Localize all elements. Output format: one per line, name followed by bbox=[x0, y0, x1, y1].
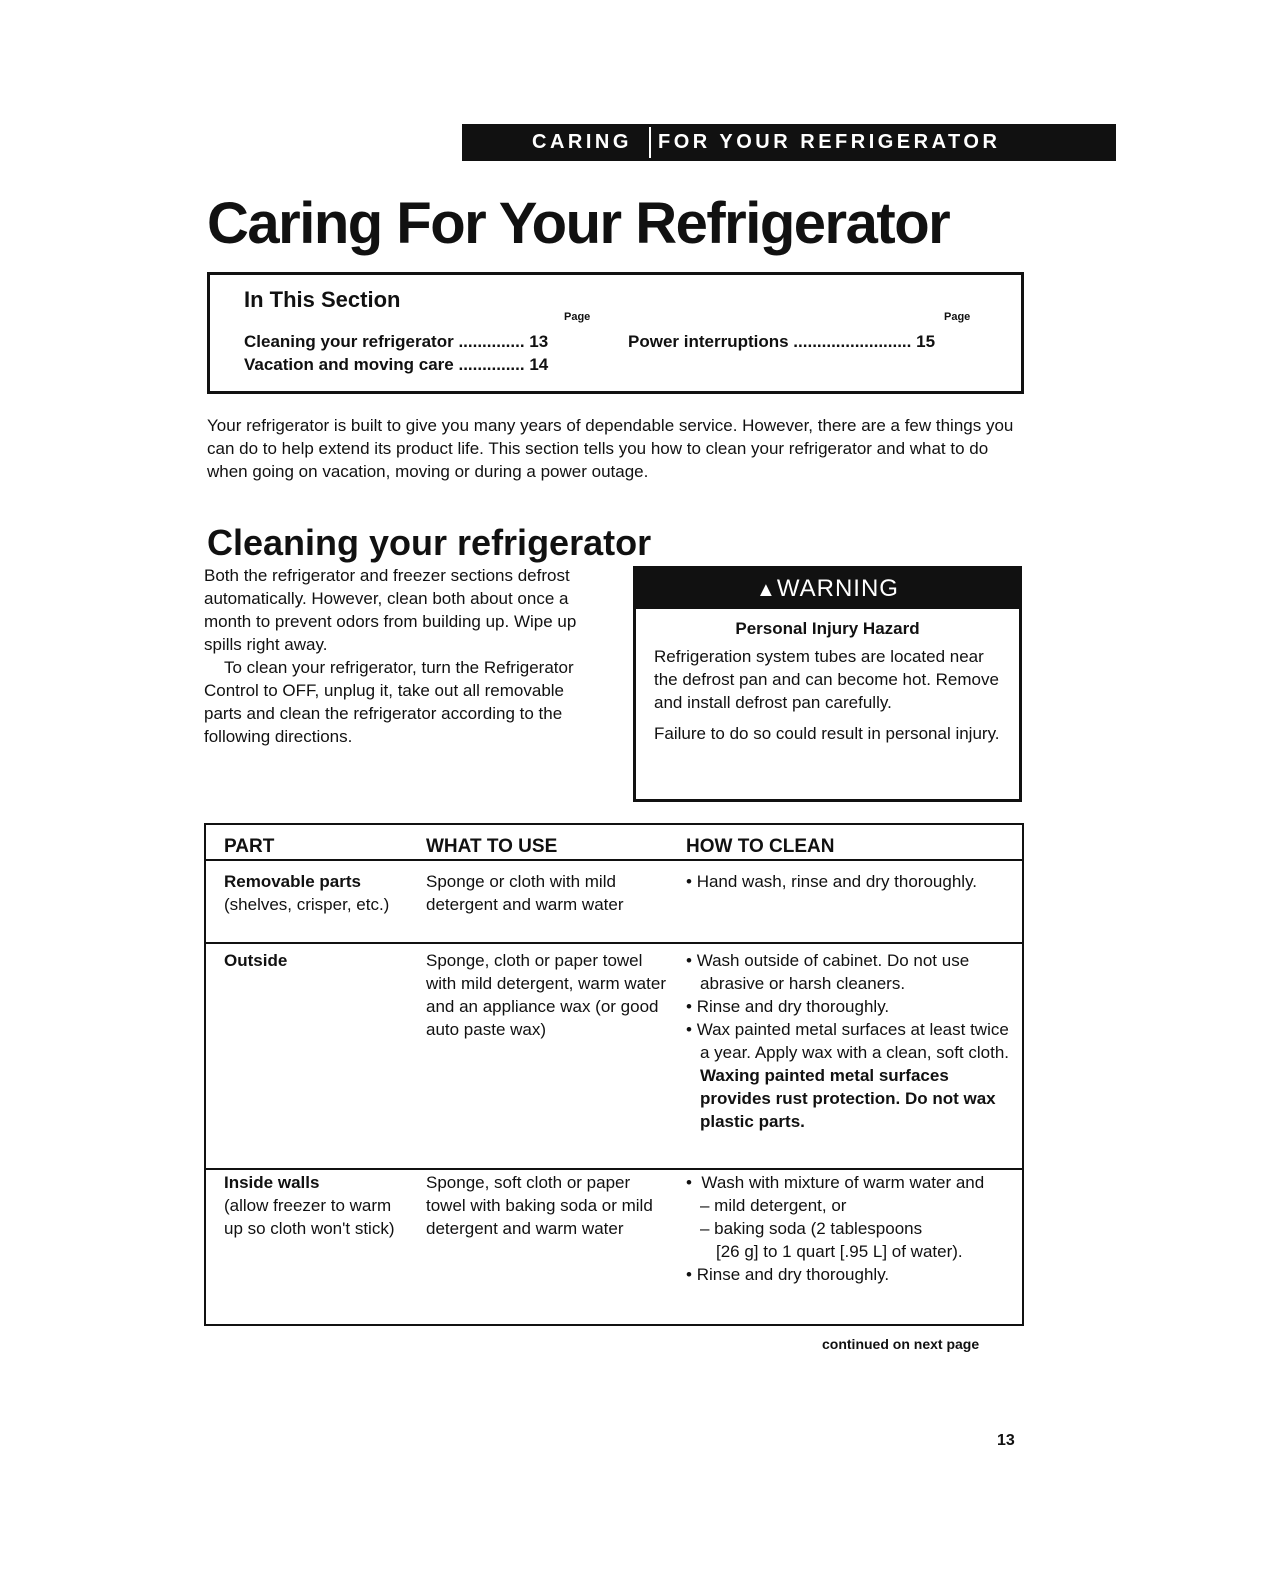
what-to-use-cell: Sponge or cloth with mild detergent and warm water bbox=[426, 872, 624, 914]
part-name: Outside bbox=[224, 951, 288, 970]
part-note: (allow freezer to warm up so cloth won't stick) bbox=[224, 1196, 395, 1238]
toc-entry-vacation[interactable]: Vacation and moving care .............. 14 bbox=[244, 355, 549, 374]
column-header-how-to-clean: HOW TO CLEAN bbox=[686, 836, 835, 857]
toc-entry-label: Power interruptions bbox=[628, 332, 789, 351]
toc-entry-page: 13 bbox=[529, 332, 549, 351]
toc-entry-page: 14 bbox=[529, 355, 549, 374]
row-rule bbox=[206, 1168, 1022, 1170]
what-to-use-cell: Sponge, cloth or paper towel with mild detergent, warm water and an appliance wax (or good auto paste wax) bbox=[426, 951, 666, 1039]
banner-caring: CARING bbox=[532, 131, 632, 153]
wax-note-bold: Waxing painted metal surfaces provides rust protection. Do not wax plastic parts. bbox=[700, 1066, 996, 1131]
part-cell bbox=[224, 1171, 409, 1240]
warning-triangle-icon: ▲ bbox=[756, 579, 777, 601]
toc-entry-cleaning[interactable]: Cleaning your refrigerator .............. 13 bbox=[244, 332, 549, 351]
column-header-what-to-use: WHAT TO USE bbox=[426, 836, 558, 857]
clean-step-intro: Wash with mixture of warm water and bbox=[701, 1173, 985, 1192]
part-name: Inside walls bbox=[224, 1173, 320, 1192]
clean-option: – baking soda (2 tablespoons bbox=[700, 1219, 923, 1238]
warning-label: WARNING bbox=[776, 575, 899, 602]
toc-entry-page: 15 bbox=[916, 332, 936, 351]
clean-step bbox=[686, 1018, 1021, 1133]
toc-entry-label: Vacation and moving care bbox=[244, 355, 454, 374]
warning-text-1: Refrigeration system tubes are located near the defrost pan and can become hot. Remove and install defrost pan carefully. bbox=[654, 647, 999, 712]
part-note: (shelves, crisper, etc.) bbox=[224, 895, 390, 914]
page-title: Caring For Your Refrigerator bbox=[207, 191, 950, 256]
warning-box bbox=[633, 566, 1022, 802]
clean-step: • Rinse and dry thoroughly. bbox=[686, 1263, 1021, 1286]
cleaning-body-text bbox=[204, 564, 602, 748]
how-to-clean-cell bbox=[686, 870, 1021, 893]
clean-step: • Wash outside of cabinet. Do not use abrasive or harsh cleaners. bbox=[686, 949, 1021, 995]
warning-text bbox=[654, 645, 1009, 753]
toc-entry-label: Cleaning your refrigerator bbox=[244, 332, 454, 351]
column-header-part: PART bbox=[224, 836, 275, 857]
part-name: Removable parts bbox=[224, 872, 361, 891]
clean-option-continued: [26 g] to 1 quart [.95 L] of water). bbox=[716, 1242, 963, 1261]
row-rule bbox=[206, 942, 1022, 944]
part-cell bbox=[224, 949, 409, 972]
continued-note: continued on next page bbox=[822, 1336, 980, 1352]
in-this-section-box bbox=[207, 272, 1024, 394]
body-paragraph-1: Both the refrigerator and freezer sections defrost automatically. However, clean both about once a month to prevent odors from building up. Wipe up spills right away. bbox=[204, 566, 577, 654]
section-heading: Cleaning your refrigerator bbox=[207, 522, 652, 563]
banner-divider bbox=[649, 127, 651, 158]
clean-step: • Rinse and dry thoroughly. bbox=[686, 995, 1021, 1018]
what-to-use-cell: Sponge, soft cloth or paper towel with baking soda or mild detergent and warm water bbox=[426, 1173, 653, 1238]
clean-step bbox=[686, 1171, 1021, 1263]
page-number: 13 bbox=[997, 1432, 1015, 1449]
clean-step-text: Wax painted metal surfaces at least twice a year. Apply wax with a clean, soft cloth. bbox=[696, 1020, 1009, 1062]
part-cell bbox=[224, 870, 409, 916]
hazard-title: Personal Injury Hazard bbox=[735, 619, 920, 638]
how-to-clean-cell bbox=[686, 949, 1021, 1133]
clean-step: • Hand wash, rinse and dry thoroughly. bbox=[686, 870, 1021, 893]
banner-for-your-refrigerator: FOR YOUR REFRIGERATOR bbox=[658, 131, 1001, 153]
warning-text-2: Failure to do so could result in personal injury. bbox=[654, 724, 1000, 743]
body-paragraph-2: To clean your refrigerator, turn the Refrigerator Control to OFF, unplug it, take out all removable parts and clean the refrigerator according to the following directions. bbox=[204, 658, 574, 746]
toc-heading: In This Section bbox=[244, 287, 401, 312]
clean-option: – mild detergent, or bbox=[700, 1196, 847, 1215]
header-rule bbox=[206, 859, 1022, 861]
intro-paragraph: Your refrigerator is built to give you many years of dependable service. However, there are a few things you can do to help extend its product life. This section tells you how to clean your refrigerator and what to do when going on vacation, moving or during a power outage. bbox=[207, 416, 1014, 481]
toc-page-label-left: Page bbox=[564, 311, 591, 323]
toc-page-label-right: Page bbox=[944, 311, 971, 323]
toc-entry-power[interactable]: Power interruptions ......................... 15 bbox=[628, 332, 936, 351]
warning-bar bbox=[636, 569, 1019, 609]
how-to-clean-cell bbox=[686, 1171, 1021, 1286]
section-banner bbox=[462, 124, 1116, 161]
cleaning-table bbox=[204, 823, 1024, 1326]
